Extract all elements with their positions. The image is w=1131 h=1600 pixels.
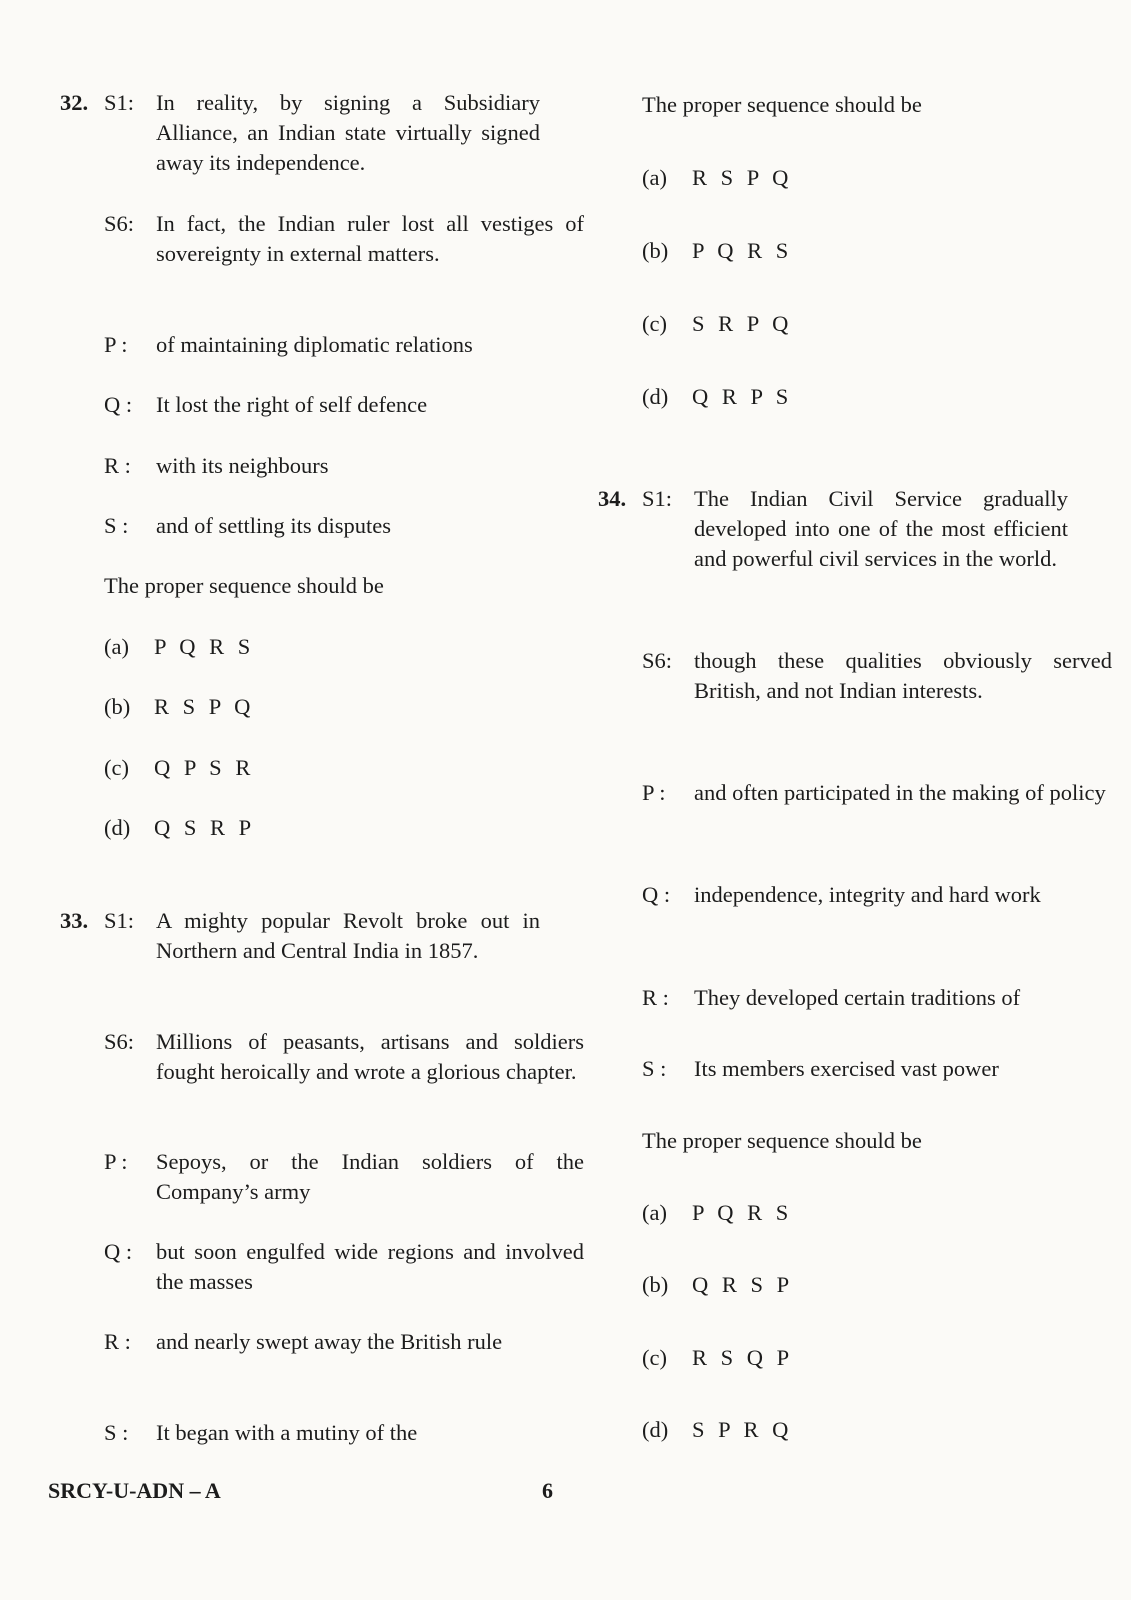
q32-p — [60, 330, 584, 360]
q34-p-text: and often participated in the making of policy — [694, 780, 1106, 805]
q34-s6-text: though these qualities obviously served British, and not Indian interests. — [694, 648, 1112, 703]
option-label: (d) — [642, 1417, 669, 1442]
option-value: S R P Q — [692, 311, 793, 336]
q33-s-text: It began with a mutiny of the — [156, 1420, 418, 1445]
q34-s1 — [598, 484, 1068, 574]
q33-r — [60, 1327, 584, 1357]
q33-option-c[interactable] — [642, 309, 1112, 339]
q33-s — [60, 1418, 584, 1448]
q34-r-text: They developed certain traditions of — [694, 985, 1021, 1010]
q34-option-c[interactable] — [598, 1343, 1112, 1373]
q34-option-a[interactable] — [598, 1198, 1112, 1228]
option-label: (d) — [642, 384, 669, 409]
q32-q-text: It lost the right of self defence — [156, 392, 428, 417]
q33-q — [60, 1237, 584, 1297]
q33-p-text: Sepoys, or the Indian soldiers of the Company’s army — [156, 1149, 584, 1204]
q33-p — [60, 1147, 584, 1207]
q34-s1-text: The Indian Civil Service gradually developed into one of the most efficient and powerful civil services in the world. — [694, 486, 1068, 571]
q33-s1-tag: S1: — [104, 908, 135, 933]
q32-q — [60, 390, 584, 420]
q34-s-text: Its members exercised vast power — [694, 1056, 999, 1081]
q34-sequence-prompt: The proper sequence should be — [642, 1128, 922, 1153]
q32-s-text: and of settling its disputes — [156, 513, 391, 538]
q32-number: 32. — [60, 90, 89, 115]
option-value: Q S R P — [154, 815, 256, 840]
q34-p-tag: P : — [642, 780, 666, 805]
option-label: (c) — [642, 1345, 667, 1370]
q34-option-b[interactable] — [598, 1270, 1112, 1300]
q33-option-b[interactable] — [642, 236, 1112, 266]
option-label: (a) — [104, 634, 129, 659]
q34-s1-tag: S1: — [642, 486, 673, 511]
option-value: Q R P S — [692, 384, 793, 409]
option-value: P Q R S — [154, 634, 255, 659]
q33-s1 — [60, 906, 540, 966]
q32-s6 — [60, 209, 584, 269]
option-value: R S P Q — [692, 165, 793, 190]
q34-s-tag: S : — [642, 1056, 667, 1081]
option-label: (c) — [104, 755, 129, 780]
q33-s6-tag: S6: — [104, 1029, 135, 1054]
q32-s6-tag: S6: — [104, 211, 135, 236]
q32-r — [60, 451, 584, 481]
q34-s — [598, 1054, 1112, 1084]
q32-option-b[interactable] — [60, 692, 584, 722]
q34-option-d[interactable] — [598, 1415, 1112, 1445]
option-label: (a) — [642, 1200, 667, 1225]
q32-s6-text: In fact, the Indian ruler lost all vestiges of sovereignty in external matters. — [156, 211, 584, 266]
q34-q-text: independence, integrity and hard work — [694, 882, 1041, 907]
option-value: R S P Q — [154, 694, 255, 719]
q32-p-text: of maintaining diplomatic relations — [156, 332, 473, 357]
option-label: (a) — [642, 165, 667, 190]
q33-s1-text: A mighty popular Revolt broke out in Northern and Central India in 1857. — [156, 908, 540, 963]
q32-s1-text: In reality, by signing a Subsidiary Alliance, an Indian state virtually signed away its independence. — [156, 90, 540, 175]
q34-s6-tag: S6: — [642, 648, 673, 673]
q33-p-tag: P : — [104, 1149, 128, 1174]
q32-r-tag: R : — [104, 453, 131, 478]
q34-r — [598, 983, 1112, 1013]
q32-option-d[interactable] — [60, 813, 584, 843]
q32-s1 — [60, 88, 540, 178]
q33-number: 33. — [60, 908, 89, 933]
q32-s1-tag: S1: — [104, 90, 135, 115]
option-value: Q P S R — [154, 755, 255, 780]
option-value: P Q R S — [692, 238, 793, 263]
option-label: (c) — [642, 311, 667, 336]
option-label: (b) — [104, 694, 131, 719]
q34-number: 34. — [598, 486, 627, 511]
option-value: R S Q P — [692, 1345, 794, 1370]
option-label: (b) — [642, 238, 669, 263]
option-value: Q R S P — [692, 1272, 794, 1297]
q32-p-tag: P : — [104, 332, 128, 357]
q33-q-tag: Q : — [104, 1239, 133, 1264]
q33-q-text: but soon engulfed wide regions and involved the masses — [156, 1239, 584, 1294]
q34-r-tag: R : — [642, 985, 669, 1010]
paper-code: SRCY-U-ADN – A — [48, 1478, 221, 1503]
q34-p — [598, 778, 1112, 808]
q32-option-a[interactable] — [60, 632, 584, 662]
q32-r-text: with its neighbours — [156, 453, 329, 478]
q33-r-tag: R : — [104, 1329, 131, 1354]
option-value: S P R Q — [692, 1417, 793, 1442]
q32-s — [60, 511, 584, 541]
q32-q-tag: Q : — [104, 392, 133, 417]
page-number: 6 — [542, 1478, 553, 1503]
q34-q-tag: Q : — [642, 882, 671, 907]
q33-s6-text: Millions of peasants, artisans and soldiers fought heroically and wrote a glorious chapter. — [156, 1029, 584, 1084]
q32-sequence-prompt: The proper sequence should be — [104, 573, 384, 598]
q32-option-c[interactable] — [60, 753, 584, 783]
q33-r-text: and nearly swept away the British rule — [156, 1329, 503, 1354]
q33-sequence-prompt: The proper sequence should be — [642, 92, 922, 117]
option-label: (d) — [104, 815, 131, 840]
q34-q — [598, 880, 1112, 910]
q33-s-tag: S : — [104, 1420, 129, 1445]
q33-option-d[interactable] — [642, 382, 1112, 412]
option-value: P Q R S — [692, 1200, 793, 1225]
q34-s6 — [598, 646, 1112, 706]
q32-s-tag: S : — [104, 513, 129, 538]
q33-option-a[interactable] — [642, 163, 1112, 193]
q33-s6 — [60, 1027, 584, 1087]
option-label: (b) — [642, 1272, 669, 1297]
